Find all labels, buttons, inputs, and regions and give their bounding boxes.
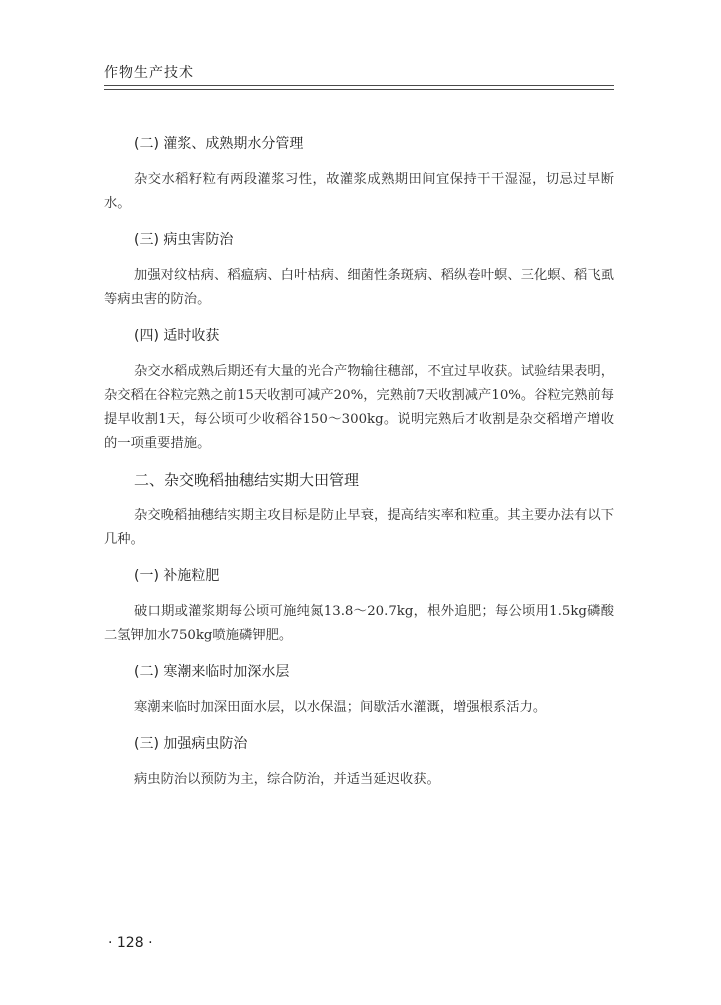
section-heading-pest-control: (三) 病虫害防治: [134, 232, 234, 248]
section-heading-disease-control: (三) 加强病虫防治: [134, 736, 248, 752]
paragraph-harvest: 杂交水稻成熟后期还有大量的光合产物输往穗部，不宜过早收获。试验结果表明，杂交稻在谷粒完熟之前15天收割可减产20%，完熟前7天收割减产10%。谷粒完熟前每提早收割1天，每公顷可少收稻谷150～300kg。说明完熟后才收割是杂交稻增产增收的一项重要措施。: [104, 364, 614, 451]
paragraph-pest-control: 加强对纹枯病、稻瘟病、白叶枯病、细菌性条斑病、稻纵卷叶螟、三化螟、稻飞虱等病虫害的防治。: [104, 268, 614, 307]
paragraph-grain-fertilizer: 破口期或灌浆期每公顷可施纯氮13.8～20.7kg，根外追肥；每公顷用1.5kg磷酸二氢钾加水750kg喷施磷钾肥。: [104, 604, 614, 643]
paragraph-late-rice-intro: 杂交晚稻抽穗结实期主攻目标是防止早衰，提高结实率和粒重。其主要办法有以下几种。: [104, 508, 614, 547]
page-body: [104, 132, 614, 804]
page-number: · 128 ·: [108, 935, 153, 951]
section-heading-cold-wave: (二) 寒潮来临时加深水层: [134, 664, 290, 680]
header-rule-bottom: [104, 89, 614, 90]
section-heading-water-management: (二) 灌浆、成熟期水分管理: [134, 136, 304, 152]
running-header-title: 作物生产技术: [104, 65, 194, 81]
paragraph-disease-control: 病虫防治以预防为主，综合防治，并适当延迟收获。: [134, 772, 440, 787]
header-rule-top: [104, 85, 614, 86]
paragraph-water-management: 杂交水稻籽粒有两段灌浆习性，故灌浆成熟期田间宜保持干干湿湿，切忌过早断水。: [104, 172, 614, 211]
paragraph-cold-wave: 寒潮来临时加深田面水层，以水保温；间歇活水灌溉，增强根系活力。: [134, 700, 547, 715]
chapter-heading-late-rice: 二、杂交晚稻抽穗结实期大田管理: [134, 471, 360, 489]
section-heading-grain-fertilizer: (一) 补施粒肥: [134, 568, 220, 584]
section-heading-harvest: (四) 适时收获: [134, 328, 220, 344]
